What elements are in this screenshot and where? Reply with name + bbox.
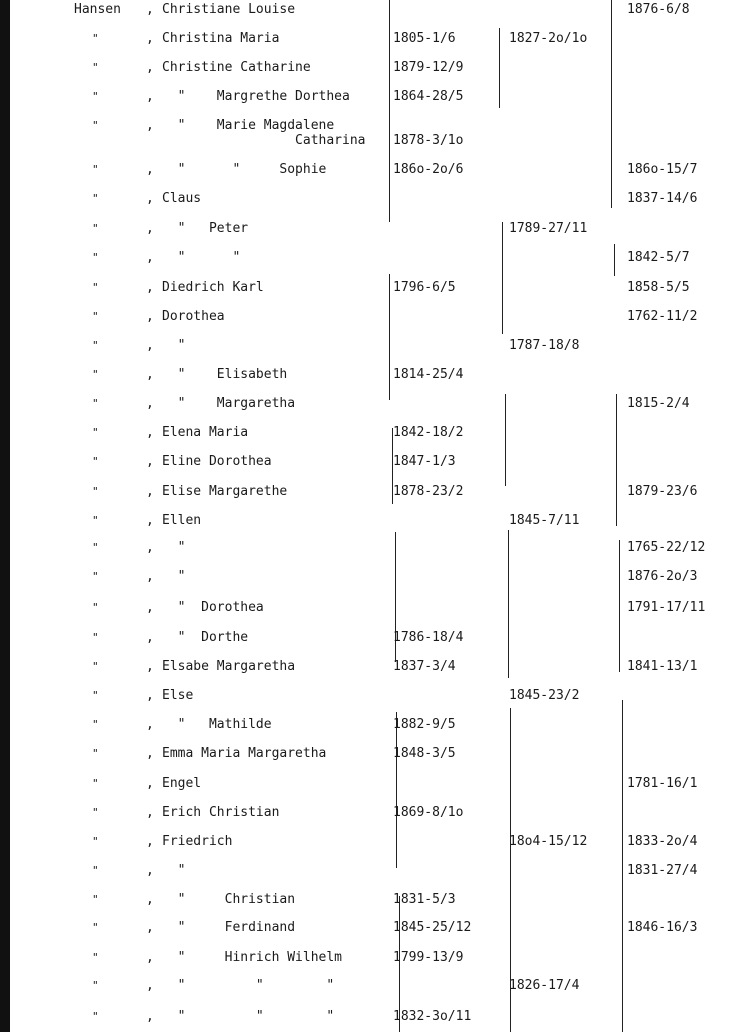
ledger-row: [0, 191, 750, 211]
surname-cell: ": [92, 368, 99, 381]
surname-cell: ": [92, 893, 99, 906]
given-name-cell: Elena Maria: [162, 425, 249, 440]
surname-cell: ": [92, 570, 99, 583]
date-column-1-cell: 1814-25/4: [393, 367, 464, 382]
given-name-cell: Catharina: [162, 133, 366, 148]
ledger-row: [0, 425, 750, 445]
given-name-cell: " Dorthe: [162, 630, 249, 645]
surname-cell: ": [92, 689, 99, 702]
separator-comma: ,: [146, 280, 154, 295]
separator-comma: ,: [146, 118, 154, 133]
surname-cell: ": [92, 455, 99, 468]
date-column-1-cell: 1832-3o/11: [393, 1009, 472, 1024]
given-name-cell: ": [162, 338, 186, 353]
ledger-row: [0, 484, 750, 504]
separator-comma: ,: [146, 454, 154, 469]
separator-comma: ,: [146, 513, 154, 528]
given-name-cell: " Dorothea: [162, 600, 264, 615]
given-name-cell: " Elisabeth: [162, 367, 288, 382]
ledger-row: [0, 717, 750, 737]
separator-comma: ,: [146, 221, 154, 236]
ledger-row: [0, 688, 750, 708]
surname-cell: ": [92, 339, 99, 352]
surname-cell: ": [92, 601, 99, 614]
given-name-cell: Elsabe Margaretha: [162, 659, 296, 674]
given-name-cell: Diedrich Karl: [162, 280, 264, 295]
surname-cell: ": [92, 281, 99, 294]
separator-comma: ,: [146, 338, 154, 353]
separator-comma: ,: [146, 1009, 154, 1024]
ledger-row: [0, 60, 750, 80]
date-column-2-cell: 18o4-15/12: [509, 834, 588, 849]
separator-comma: ,: [146, 89, 154, 104]
date-column-2-cell: 1845-7/11: [509, 513, 580, 528]
ledger-row: [0, 31, 750, 51]
given-name-cell: Dorothea: [162, 309, 225, 324]
ledger-row: [0, 396, 750, 416]
separator-comma: ,: [146, 863, 154, 878]
ledger-row: [0, 513, 750, 533]
date-column-3-cell: 1831-27/4: [627, 863, 698, 878]
given-name-cell: Friedrich: [162, 834, 233, 849]
given-name-cell: Eline Dorothea: [162, 454, 272, 469]
surname-cell: ": [92, 979, 99, 992]
ledger-row: [0, 892, 750, 912]
given-name-cell: Christiane Louise: [162, 2, 296, 17]
date-column-1-cell: 1848-3/5: [393, 746, 456, 761]
surname-cell: ": [92, 718, 99, 731]
ledger-row: [0, 338, 750, 358]
surname-cell: ": [92, 514, 99, 527]
ledger-row: [0, 250, 750, 270]
given-name-cell: " Hinrich Wilhelm: [162, 950, 343, 965]
separator-comma: ,: [146, 484, 154, 499]
given-name-cell: " Margrethe Dorthea: [162, 89, 350, 104]
surname-cell: ": [92, 310, 99, 323]
date-column-1-cell: 1882-9/5: [393, 717, 456, 732]
date-column-1-cell: 1879-12/9: [393, 60, 464, 75]
surname-cell: Hansen: [74, 2, 121, 17]
date-column-2-cell: 1845-23/2: [509, 688, 580, 703]
given-name-cell: Engel: [162, 776, 202, 791]
separator-comma: ,: [146, 920, 154, 935]
separator-comma: ,: [146, 688, 154, 703]
ledger-row: [0, 454, 750, 474]
date-column-1-cell: 1878-23/2: [393, 484, 464, 499]
ledger-row: [0, 630, 750, 650]
surname-cell: ": [92, 426, 99, 439]
separator-comma: ,: [146, 776, 154, 791]
date-column-1-cell: 1847-1/3: [393, 454, 456, 469]
surname-cell: ": [92, 90, 99, 103]
ledger-row: [0, 978, 750, 998]
ledger-row: [0, 280, 750, 300]
ledger-row: [0, 221, 750, 241]
date-column-2-cell: 1827-2o/1o: [509, 31, 588, 46]
surname-cell: ": [92, 222, 99, 235]
surname-cell: ": [92, 631, 99, 644]
ledger-row: [0, 89, 750, 109]
date-column-2-cell: 1826-17/4: [509, 978, 580, 993]
surname-cell: ": [92, 61, 99, 74]
given-name-cell: " " ": [162, 1009, 335, 1024]
date-column-3-cell: 1876-2o/3: [627, 569, 698, 584]
separator-comma: ,: [146, 191, 154, 206]
ledger-row: [0, 834, 750, 854]
surname-cell: ": [92, 864, 99, 877]
separator-comma: ,: [146, 950, 154, 965]
ledger-row: [0, 569, 750, 589]
date-column-3-cell: 1846-16/3: [627, 920, 698, 935]
date-column-1-cell: 1869-8/1o: [393, 805, 464, 820]
separator-comma: ,: [146, 892, 154, 907]
date-column-1-cell: 1864-28/5: [393, 89, 464, 104]
given-name-cell: Else: [162, 688, 194, 703]
date-column-2-cell: 1787-18/8: [509, 338, 580, 353]
given-name-cell: " Mathilde: [162, 717, 272, 732]
separator-comma: ,: [146, 805, 154, 820]
date-column-1-cell: 186o-2o/6: [393, 162, 464, 177]
given-name-cell: Christina Maria: [162, 31, 280, 46]
surname-cell: ": [92, 541, 99, 554]
ledger-row: [0, 367, 750, 387]
date-column-3-cell: 1842-5/7: [627, 250, 690, 265]
given-name-cell: ": [162, 540, 186, 555]
date-column-3-cell: 1837-14/6: [627, 191, 698, 206]
date-column-3-cell: 1841-13/1: [627, 659, 698, 674]
date-column-1-cell: 1831-5/3: [393, 892, 456, 907]
date-column-2-cell: 1789-27/11: [509, 221, 588, 236]
date-column-1-cell: 1878-3/1o: [393, 133, 464, 148]
surname-cell: ": [92, 835, 99, 848]
given-name-cell: Claus: [162, 191, 202, 206]
surname-cell: ": [92, 485, 99, 498]
given-name-cell: " Christian: [162, 892, 296, 907]
separator-comma: ,: [146, 659, 154, 674]
given-name-cell: " " Sophie: [162, 162, 327, 177]
surname-cell: ": [92, 192, 99, 205]
date-column-3-cell: 1833-2o/4: [627, 834, 698, 849]
date-column-1-cell: 1786-18/4: [393, 630, 464, 645]
surname-cell: ": [92, 806, 99, 819]
ledger-row: [0, 659, 750, 679]
given-name-cell: ": [162, 863, 186, 878]
given-name-cell: " Ferdinand: [162, 920, 296, 935]
date-column-3-cell: 1879-23/6: [627, 484, 698, 499]
given-name-cell: Emma Maria Margaretha: [162, 746, 327, 761]
surname-cell: ": [92, 660, 99, 673]
date-column-3-cell: 1765-22/12: [627, 540, 706, 555]
separator-comma: ,: [146, 2, 154, 17]
surname-cell: ": [92, 747, 99, 760]
date-column-1-cell: 1796-6/5: [393, 280, 456, 295]
separator-comma: ,: [146, 250, 154, 265]
ledger-row: [0, 2, 750, 22]
given-name-cell: " " ": [162, 978, 335, 993]
separator-comma: ,: [146, 630, 154, 645]
given-name-cell: " ": [162, 250, 241, 265]
ledger-row: [0, 950, 750, 970]
given-name-cell: " Margaretha: [162, 396, 296, 411]
date-column-3-cell: 186o-15/7: [627, 162, 698, 177]
surname-cell: ": [92, 1010, 99, 1023]
date-column-3-cell: 1762-11/2: [627, 309, 698, 324]
given-name-cell: Ellen: [162, 513, 202, 528]
given-name-cell: Erich Christian: [162, 805, 280, 820]
separator-comma: ,: [146, 367, 154, 382]
date-column-1-cell: 1845-25/12: [393, 920, 472, 935]
ledger-row: [0, 133, 750, 153]
ledger-row: [0, 600, 750, 620]
ledger-row: [0, 776, 750, 796]
ledger-row: [0, 309, 750, 329]
ledger-row: [0, 162, 750, 182]
given-name-cell: " Marie Magdalene: [162, 118, 335, 133]
ledger-row: [0, 920, 750, 940]
date-column-1-cell: 1842-18/2: [393, 425, 464, 440]
date-column-3-cell: 1791-17/11: [627, 600, 706, 615]
separator-comma: ,: [146, 396, 154, 411]
ledger-row: [0, 863, 750, 883]
separator-comma: ,: [146, 569, 154, 584]
surname-cell: ": [92, 951, 99, 964]
date-column-1-cell: 1837-3/4: [393, 659, 456, 674]
date-column-3-cell: 1858-5/5: [627, 280, 690, 295]
surname-cell: ": [92, 163, 99, 176]
separator-comma: ,: [146, 746, 154, 761]
separator-comma: ,: [146, 600, 154, 615]
given-name-cell: " Peter: [162, 221, 249, 236]
date-column-3-cell: 1876-6/8: [627, 2, 690, 17]
separator-comma: ,: [146, 540, 154, 555]
surname-cell: ": [92, 119, 99, 132]
separator-comma: ,: [146, 60, 154, 75]
surname-cell: ": [92, 251, 99, 264]
given-name-cell: ": [162, 569, 186, 584]
given-name-cell: Elise Margarethe: [162, 484, 288, 499]
separator-comma: ,: [146, 834, 154, 849]
separator-comma: ,: [146, 162, 154, 177]
date-column-3-cell: 1781-16/1: [627, 776, 698, 791]
given-name-cell: Christine Catharine: [162, 60, 311, 75]
ledger-row: [0, 1009, 750, 1029]
surname-cell: ": [92, 921, 99, 934]
date-column-3-cell: 1815-2/4: [627, 396, 690, 411]
separator-comma: ,: [146, 309, 154, 324]
separator-comma: ,: [146, 31, 154, 46]
separator-comma: ,: [146, 978, 154, 993]
surname-cell: ": [92, 397, 99, 410]
ledger-row: [0, 805, 750, 825]
separator-comma: ,: [146, 425, 154, 440]
ledger-row: [0, 746, 750, 766]
ledger-row: [0, 540, 750, 560]
surname-cell: ": [92, 32, 99, 45]
date-column-1-cell: 1799-13/9: [393, 950, 464, 965]
date-column-1-cell: 1805-1/6: [393, 31, 456, 46]
separator-comma: ,: [146, 717, 154, 732]
surname-cell: ": [92, 777, 99, 790]
